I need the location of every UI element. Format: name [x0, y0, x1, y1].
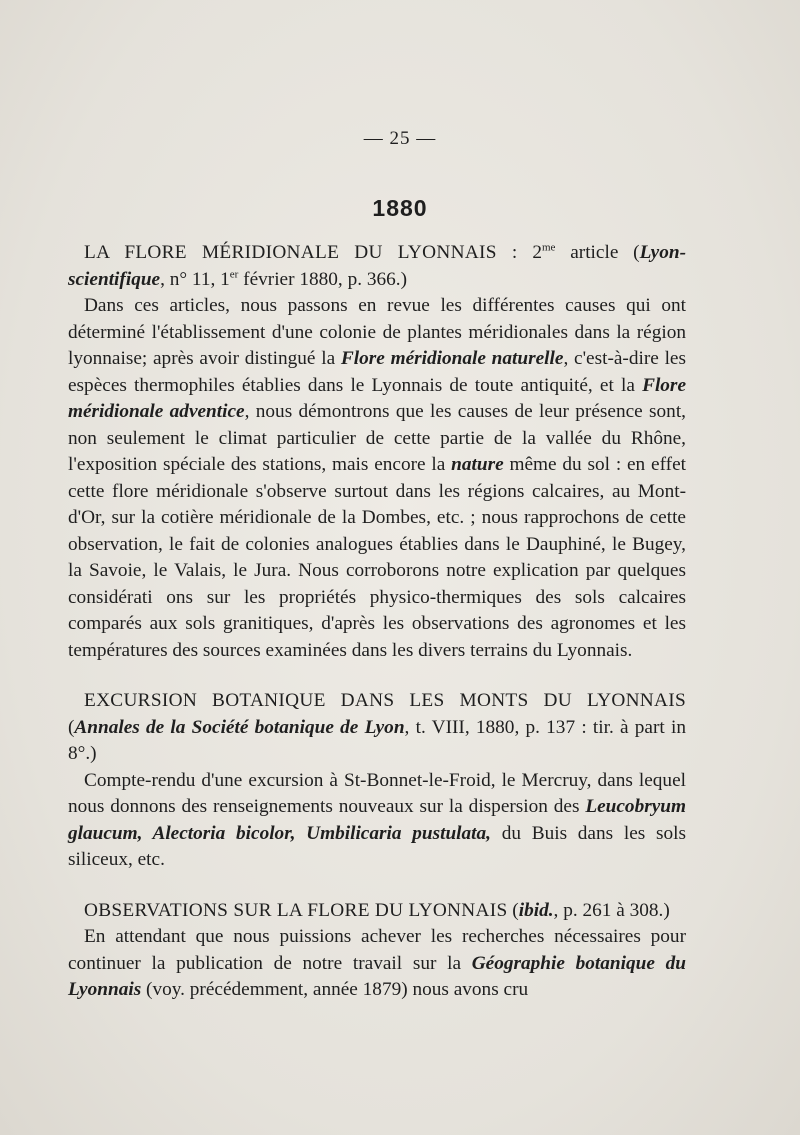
bibliography-entry — [68, 898, 686, 1004]
entry-details: , t. VIII, 1880, p. 137 : tir. à part in 8°.) — [68, 716, 686, 764]
entry-source-prefix: ( — [68, 716, 75, 738]
italic-term: Géographie botanique du Lyonnais — [68, 952, 686, 1000]
page-number: — 25 — — [363, 128, 437, 149]
entry-heading — [68, 688, 686, 768]
italic-term: Flore méridionale adventice — [68, 374, 686, 422]
entry-ordinal-suffix: me — [541, 241, 556, 254]
italic-term: Leucobryum glaucum, Alectoria bicolor, Umbilicaria pustulata, — [68, 796, 686, 844]
entry-details: , n° 11, 1 — [160, 268, 230, 290]
entry-summary — [68, 924, 686, 1004]
year-heading: 1880 — [372, 195, 428, 221]
entry-ordinal: 2 — [532, 242, 542, 263]
italic-term: nature — [451, 454, 504, 475]
entry-summary — [68, 293, 686, 664]
summary-text: Dans ces articles, nous passons en revue les différentes causes qui ont déterminé l'établissement d'une colonie de plantes méridionales dans la région lyonnaise; après avoir distingué la — [68, 295, 686, 369]
italic-term: Flore méridionale naturelle — [340, 348, 564, 369]
entry-source-prefix: article ( — [555, 242, 640, 263]
entry-source-prefix: ( — [507, 899, 519, 921]
summary-text: Compte-rendu d'une excursion à St-Bonnet-le-Froid, le Mercruy, dans lequel nous donnons des renseignements nouveaux sur la dispersion des — [68, 769, 686, 817]
summary-text: , nous démontrons que les causes de leur présence sont, non seulement le climat particulier de cette partie de la vallée du Rhône, l'exposition spéciale des stations, mais encore la — [68, 401, 687, 475]
entry-title: EXCURSION BOTANIQUE DANS LES MONTS DU LYONNAIS — [84, 690, 686, 711]
entry-details: , p. 261 à 308.) — [553, 899, 670, 921]
entry-heading — [68, 898, 686, 925]
entry-title: OBSERVATIONS SUR LA FLORE DU LYONNAIS — [84, 899, 508, 921]
summary-text: , c'est-à-dire les espèces thermophiles établies dans le Lyonnais de toute antiquité, et la — [68, 348, 686, 396]
entry-heading — [68, 240, 686, 293]
entry-source: ibid. — [518, 899, 554, 921]
entry-title: LA FLORE MÉRIDIONALE DU LYONNAIS : — [84, 242, 518, 263]
summary-text: (voy. précédemment, année 1879) nous avons cru — [141, 979, 529, 1000]
entry-source: Annales de la Société botanique de Lyon — [74, 716, 405, 738]
entry-summary — [68, 768, 686, 874]
bibliography-list — [68, 240, 686, 1028]
summary-text: En attendant que nous puissions achever les recherches nécessaires pour continuer la publication de notre travail sur la — [68, 926, 686, 974]
entry-details-end: février 1880, p. 366.) — [238, 268, 408, 290]
summary-text: même du sol : en effet cette flore méridionale s'observe surtout dans les régions calcaires, au Mont-d'Or, sur la cotière méridionale de la Dombes, etc. ; nous rapprochons de cette observation, le fait de colonies analogues établies dans le Dauphiné, le Bugey, la Savoie, le Valais, le Jura. Nous corroborons notre explication par quelques considérati ons sur les propriétés physico-thermiques des sols calcaires comparés aux sols granitiques, d'après les observations des agronomes et les températures des sources examinées dans les divers terrains du Lyonnais. — [68, 454, 686, 661]
bibliography-entry — [68, 688, 686, 874]
summary-text: du Buis dans les sols siliceux, etc. — [68, 822, 686, 870]
entry-source: Lyon-scientifique — [68, 242, 686, 290]
entry-details-suffix: er — [229, 268, 239, 281]
bibliography-entry — [68, 240, 686, 664]
